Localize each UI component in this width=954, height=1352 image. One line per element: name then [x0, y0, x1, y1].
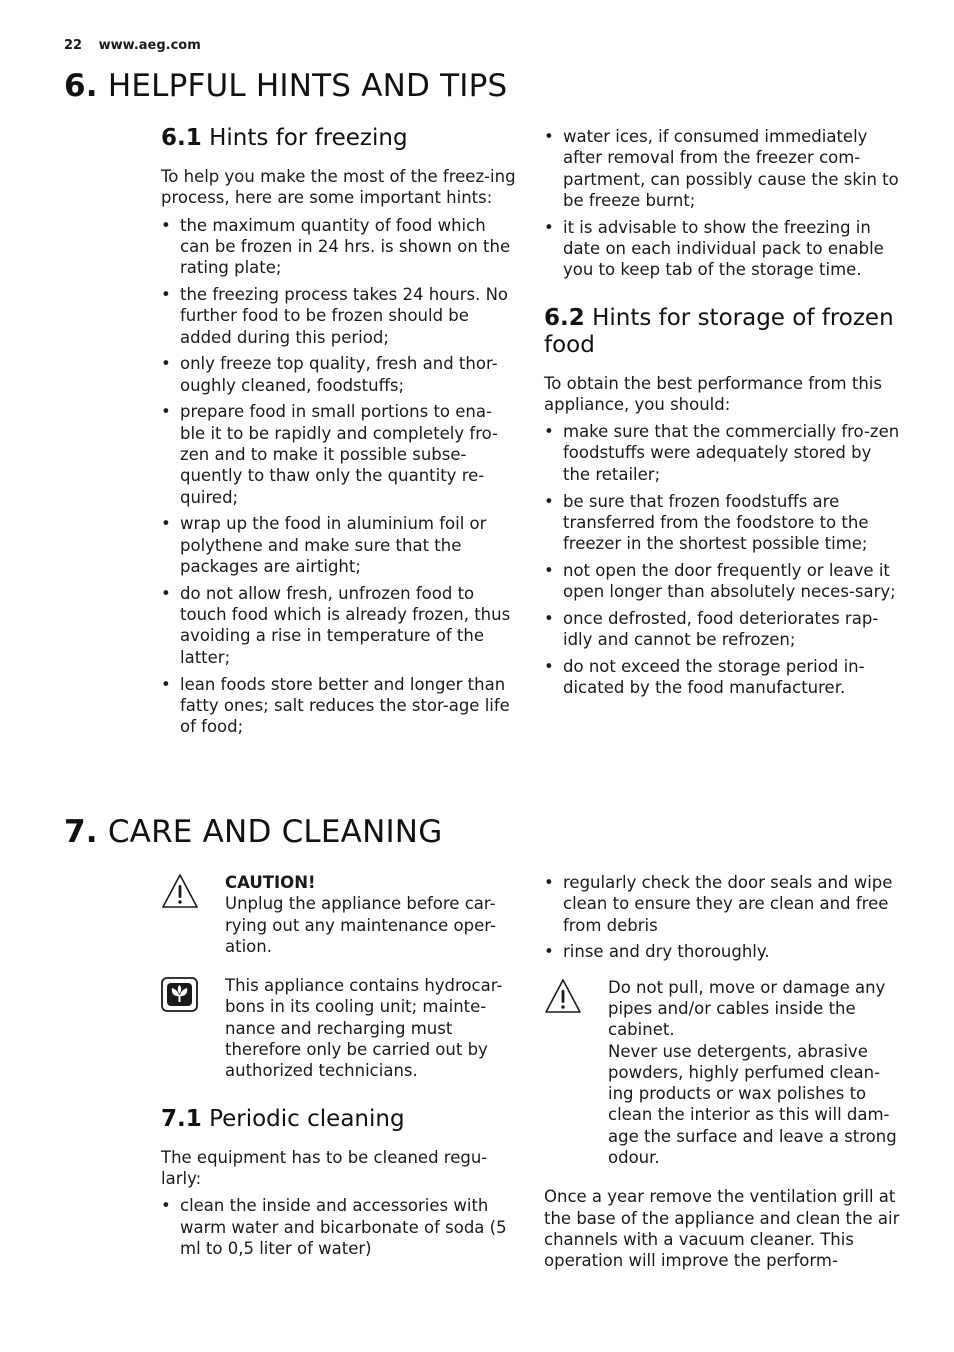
list-item: • lean foods store better and longer than fatty ones; salt reduces the stor-age life of food; — [161, 674, 516, 738]
subsection-6-2-number: 6.2 — [544, 304, 585, 331]
cleaning-steps-list-continued — [544, 872, 900, 963]
section-6-left-column — [161, 125, 516, 743]
list-item: • water ices, if consumed immediately after removal from the freezer com-partment, can possibly cause the skin to be freeze burnt; — [544, 126, 900, 211]
section-7-right-column — [544, 872, 900, 1278]
site-url[interactable]: www.aeg.com — [98, 38, 201, 53]
subsection-7-1-title — [161, 1106, 516, 1133]
list-item: • wrap up the food in aluminium foil or polythene and make sure that the packages are airtight; — [161, 513, 516, 577]
section-7-left-column — [161, 872, 516, 1265]
list-item: • prepare food in small portions to ena-ble it to be rapidly and completely fro-zen and to make it possible subse-quently to thaw only the quantity re-quired; — [161, 401, 516, 507]
caution-text: Unplug the appliance before car-rying out any maintenance oper-ation. — [225, 894, 496, 956]
subsection-7-1-number: 7.1 — [161, 1105, 202, 1132]
warning-triangle-icon — [161, 872, 199, 910]
cleaning-steps-list — [161, 1195, 516, 1259]
section-6-number: 6. — [64, 68, 98, 104]
subsection-7-1-intro: The equipment has to be cleaned regu-larly: — [161, 1147, 488, 1188]
caution-note — [161, 872, 516, 957]
list-item: • not open the door frequently or leave it open longer than absolutely neces-sary; — [544, 560, 900, 603]
list-item: • be sure that frozen foodstuffs are transferred from the foodstore to the freezer in the shortest possible time; — [544, 491, 900, 555]
environment-flower-icon — [161, 975, 199, 1013]
subsection-6-1-heading: Hints for freezing — [209, 125, 408, 151]
warning-text-2: Never use detergents, abrasive powders, highly perfumed clean-ing products or wax polishes to clean the interior as this will dam-age the surface and leave a strong odour. — [608, 1041, 897, 1168]
list-item: • clean the inside and accessories with warm water and bicarbonate of soda (5 ml to 0,5 liter of water) — [161, 1195, 516, 1259]
list-item: • make sure that the commercially fro-zen foodstuffs were adequately stored by the retailer; — [544, 421, 900, 485]
section-7-heading: CARE AND CLEANING — [107, 814, 443, 850]
list-item: • the maximum quantity of food which can be frozen in 24 hrs. is shown on the rating plate; — [161, 215, 516, 279]
subsection-6-1-number: 6.1 — [161, 125, 202, 151]
warning-text-1: Do not pull, move or damage any pipes and/or cables inside the cabinet. — [608, 977, 886, 1040]
subsection-6-2-heading: Hints for storage of frozen food — [544, 304, 894, 358]
subsection-6-2-title — [544, 305, 900, 359]
environment-note — [161, 975, 516, 1081]
storage-hints-list — [544, 421, 900, 699]
list-item: • regularly check the door seals and wipe clean to ensure they are clean and free from debris — [544, 872, 900, 936]
environment-text: This appliance contains hydrocar-bons in its cooling unit; mainte-nance and recharging must therefore only be carried out by authorized technicians. — [225, 976, 503, 1081]
subsection-6-1-title — [161, 125, 516, 152]
page-number: 22 — [64, 38, 83, 53]
list-item: • do not allow fresh, unfrozen food to touch food which is already frozen, thus avoiding a rise in temperature of the latter; — [161, 583, 516, 668]
warning-note — [544, 977, 900, 1169]
caution-title: CAUTION! — [225, 873, 316, 892]
page-header — [64, 38, 201, 53]
list-item: • it is advisable to show the freezing in date on each individual pack to enable you to keep tab of the storage time. — [544, 217, 900, 281]
freezing-hints-list-continued — [544, 126, 900, 281]
list-item: • once defrosted, food deteriorates rap-idly and cannot be refrozen; — [544, 608, 900, 651]
list-item: • do not exceed the storage period in-dicated by the food manufacturer. — [544, 656, 900, 699]
list-item: • only freeze top quality, fresh and thor-oughly cleaned, foodstuffs; — [161, 353, 516, 396]
section-7-number: 7. — [64, 814, 98, 850]
section-7-title — [64, 814, 442, 850]
subsection-6-1-intro: To help you make the most of the freez-ing process, here are some important hints: — [161, 167, 516, 208]
closing-paragraph: Once a year remove the ventilation grill at the base of the appliance and clean the air channels with a vacuum cleaner. This operation will improve the perform- — [544, 1187, 900, 1271]
list-item: • rinse and dry thoroughly. — [544, 941, 900, 962]
freezing-hints-list — [161, 215, 516, 738]
subsection-7-1-heading: Periodic cleaning — [209, 1105, 405, 1132]
list-item: • the freezing process takes 24 hours. No further food to be frozen should be added during this period; — [161, 284, 516, 348]
section-6-title — [64, 68, 507, 104]
section-6-heading: HELPFUL HINTS AND TIPS — [107, 68, 508, 104]
section-6-right-column — [544, 126, 900, 704]
subsection-6-2-intro: To obtain the best performance from this appliance, you should: — [544, 373, 882, 414]
warning-triangle-icon — [544, 977, 582, 1015]
